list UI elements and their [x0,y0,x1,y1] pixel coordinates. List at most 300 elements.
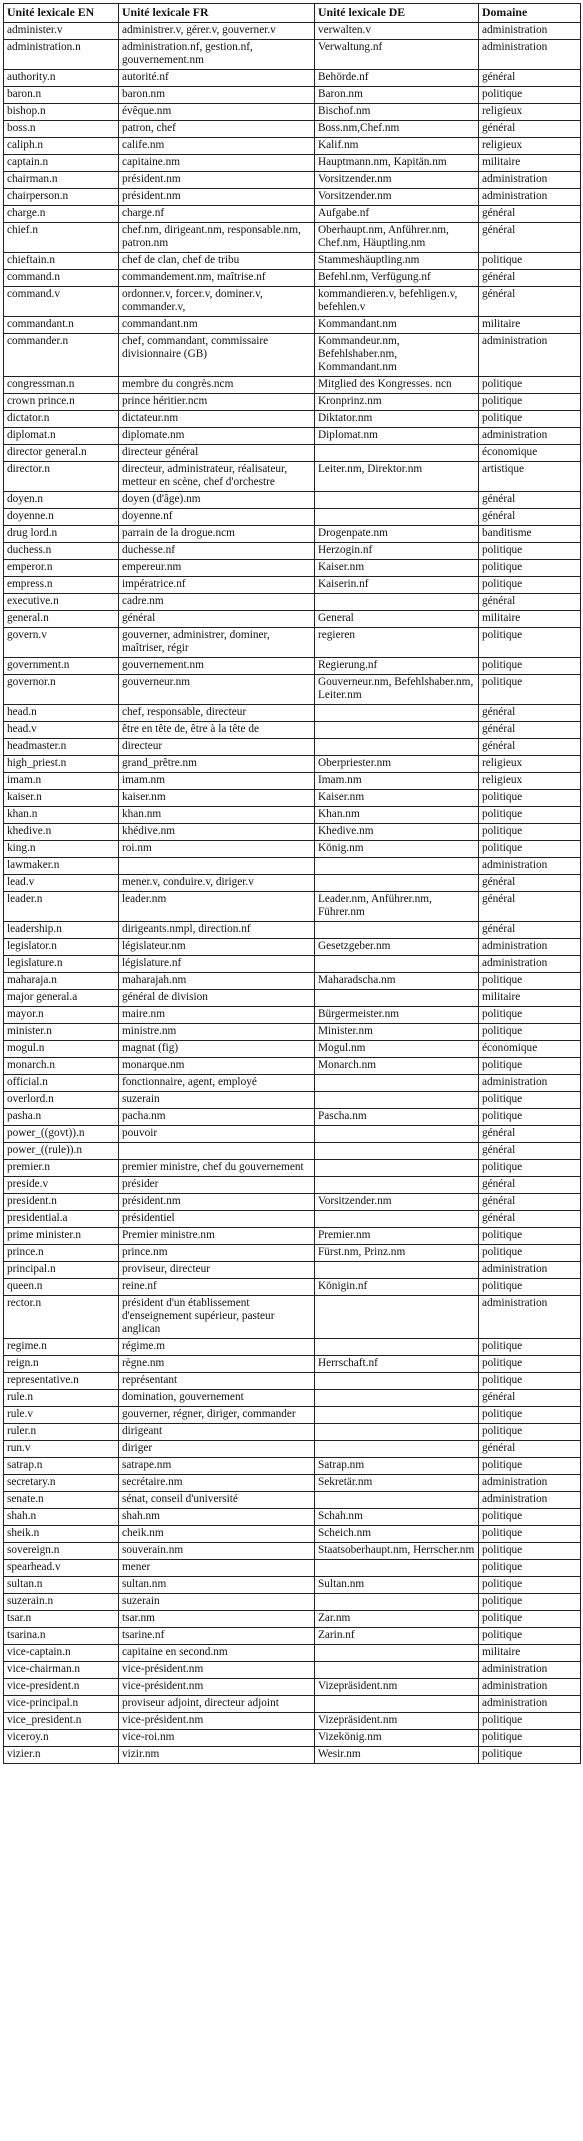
cell-en: ruler.n [4,1424,119,1441]
cell-en: chieftain.n [4,253,119,270]
cell-en: chief.n [4,223,119,253]
table-row [4,1390,581,1407]
cell-de [315,1211,479,1228]
cell-fr: ordonner.v, forcer.v, dominer.v, commander.v, [119,287,315,317]
table-row [4,807,581,824]
table-row [4,138,581,155]
table-row [4,1696,581,1713]
table-row [4,270,581,287]
table-row [4,1662,581,1679]
cell-en: leader.n [4,892,119,922]
table-row [4,155,581,172]
table-row [4,1228,581,1245]
cell-fr: parrain de la drogue.ncm [119,526,315,543]
cell-fr [119,858,315,875]
cell-de: Satrap.nm [315,1458,479,1475]
cell-fr: maharajah.nm [119,973,315,990]
table-row [4,1424,581,1441]
cell-en: duchess.n [4,543,119,560]
cell-en: spearhead.v [4,1560,119,1577]
table-row [4,790,581,807]
cell-en: commandant.n [4,317,119,334]
cell-domain: politique [479,1577,581,1594]
cell-en: maharaja.n [4,973,119,990]
cell-domain: politique [479,1245,581,1262]
cell-domain: administration [479,189,581,206]
cell-fr: président.nm [119,1194,315,1211]
table-row [4,1109,581,1126]
cell-de: Scheich.nm [315,1526,479,1543]
cell-fr: commandant.nm [119,317,315,334]
table-row [4,875,581,892]
table-row [4,428,581,445]
cell-en: legislator.n [4,939,119,956]
table-row [4,1509,581,1526]
cell-domain: général [479,509,581,526]
cell-en: tsar.n [4,1611,119,1628]
cell-fr: proviseur, directeur [119,1262,315,1279]
cell-fr: grand_prêtre.nm [119,756,315,773]
table-row [4,1211,581,1228]
cell-en: senate.n [4,1492,119,1509]
table-row [4,973,581,990]
table-row [4,1747,581,1764]
cell-fr: chef de clan, chef de tribu [119,253,315,270]
cell-de: Vorsitzender.nm [315,172,479,189]
cell-fr: charge.nf [119,206,315,223]
cell-fr: domination, gouvernement [119,1390,315,1407]
cell-fr: capitaine.nm [119,155,315,172]
cell-domain: religieux [479,138,581,155]
cell-fr: mener [119,1560,315,1577]
table-row [4,990,581,1007]
lexicon-table [3,3,581,1764]
cell-en: doyenne.n [4,509,119,526]
table-row [4,104,581,121]
cell-de [315,1407,479,1424]
table-row [4,492,581,509]
cell-fr: gouverner, administrer, dominer, maîtriser, régir [119,628,315,658]
cell-domain: politique [479,377,581,394]
cell-domain: politique [479,1628,581,1645]
cell-en: rule.v [4,1407,119,1424]
cell-en: vice-president.n [4,1679,119,1696]
cell-de: Verwaltung.nf [315,40,479,70]
cell-domain: général [479,1177,581,1194]
cell-de: Sultan.nm [315,1577,479,1594]
cell-fr: premier ministre, chef du gouvernement [119,1160,315,1177]
cell-domain: militaire [479,1645,581,1662]
cell-domain: administration [479,1662,581,1679]
cell-en: mogul.n [4,1041,119,1058]
table-row [4,705,581,722]
cell-en: preside.v [4,1177,119,1194]
cell-de: Kommandant.nm [315,317,479,334]
cell-en: suzerain.n [4,1594,119,1611]
header-en: Unité lexicale EN [4,4,119,23]
cell-domain: économique [479,445,581,462]
table-row [4,824,581,841]
table-row [4,40,581,70]
cell-fr: doyen (d'âge).nm [119,492,315,509]
table-row [4,1279,581,1296]
cell-fr: législature.nf [119,956,315,973]
cell-domain: politique [479,1024,581,1041]
cell-fr: diplomate.nm [119,428,315,445]
cell-fr: secrétaire.nm [119,1475,315,1492]
cell-fr: pouvoir [119,1126,315,1143]
cell-fr: doyenne.nf [119,509,315,526]
table-row [4,560,581,577]
cell-domain: politique [479,1560,581,1577]
cell-en: king.n [4,841,119,858]
cell-de: Oberpriester.nm [315,756,479,773]
cell-en: director.n [4,462,119,492]
cell-de: Mitglied des Kongresses. ncn [315,377,479,394]
cell-de: Drogenpate.nm [315,526,479,543]
table-row [4,23,581,40]
cell-fr: autorité.nf [119,70,315,87]
cell-fr: dictateur.nm [119,411,315,428]
cell-fr: directeur, administrateur, réalisateur, metteur en scène, chef d'orchestre [119,462,315,492]
header-row [4,4,581,23]
cell-fr: général [119,611,315,628]
cell-en: command.v [4,287,119,317]
cell-domain: politique [479,1092,581,1109]
cell-domain: général [479,1211,581,1228]
cell-domain: politique [479,543,581,560]
cell-en: dictator.n [4,411,119,428]
cell-en: rule.n [4,1390,119,1407]
cell-fr: fonctionnaire, agent, employé [119,1075,315,1092]
cell-fr: baron.nm [119,87,315,104]
table-row [4,1126,581,1143]
cell-fr: proviseur adjoint, directeur adjoint [119,1696,315,1713]
table-row [4,658,581,675]
cell-domain: politique [479,1356,581,1373]
cell-de [315,922,479,939]
cell-en: rector.n [4,1296,119,1339]
table-row [4,543,581,560]
cell-de: König.nm [315,841,479,858]
table-row [4,377,581,394]
cell-fr: président.nm [119,189,315,206]
cell-fr: dirigeant [119,1424,315,1441]
table-row [4,1262,581,1279]
cell-de [315,739,479,756]
table-row [4,628,581,658]
table-row [4,858,581,875]
cell-de [315,1696,479,1713]
cell-domain: général [479,121,581,138]
cell-de: Gesetzgeber.nm [315,939,479,956]
table-row [4,1373,581,1390]
table-row [4,722,581,739]
table-row [4,121,581,138]
cell-en: sultan.n [4,1577,119,1594]
cell-de: Zarin.nf [315,1628,479,1645]
cell-de [315,492,479,509]
cell-fr: commandement.nm, maîtrise.nf [119,270,315,287]
cell-domain: politique [479,560,581,577]
cell-domain: politique [479,1730,581,1747]
cell-de: Mogul.nm [315,1041,479,1058]
cell-de: Monarch.nm [315,1058,479,1075]
cell-de [315,1339,479,1356]
cell-en: sheik.n [4,1526,119,1543]
cell-de: Kaiser.nm [315,560,479,577]
cell-fr: kaiser.nm [119,790,315,807]
table-row [4,411,581,428]
cell-de: Boss.nm,Chef.nm [315,121,479,138]
cell-de: Pascha.nm [315,1109,479,1126]
cell-en: official.n [4,1075,119,1092]
table-row [4,1645,581,1662]
cell-domain: général [479,206,581,223]
cell-de: kommandieren.v, befehligen.v, befehlen.v [315,287,479,317]
cell-domain: politique [479,675,581,705]
cell-fr: duchesse.nf [119,543,315,560]
cell-fr: roi.nm [119,841,315,858]
cell-en: head.n [4,705,119,722]
cell-domain: administration [479,1262,581,1279]
table-row [4,1594,581,1611]
cell-fr: calife.nm [119,138,315,155]
cell-fr: présider [119,1177,315,1194]
cell-fr: vice-président.nm [119,1713,315,1730]
cell-en: director general.n [4,445,119,462]
cell-fr: évêque.nm [119,104,315,121]
cell-fr: législateur.nm [119,939,315,956]
table-row [4,1407,581,1424]
table-row [4,509,581,526]
table-row [4,394,581,411]
cell-fr: khan.nm [119,807,315,824]
cell-de: Vizepräsident.nm [315,1679,479,1696]
cell-de: Schah.nm [315,1509,479,1526]
cell-domain: politique [479,1543,581,1560]
cell-de: Zar.nm [315,1611,479,1628]
cell-domain: général [479,1143,581,1160]
cell-en: run.v [4,1441,119,1458]
table-row [4,70,581,87]
cell-de: Vorsitzender.nm [315,1194,479,1211]
cell-en: doyen.n [4,492,119,509]
table-row [4,172,581,189]
cell-fr: ministre.nm [119,1024,315,1041]
cell-de: Khan.nm [315,807,479,824]
cell-domain: général [479,287,581,317]
cell-fr: gouverneur.nm [119,675,315,705]
cell-domain: administration [479,956,581,973]
cell-domain: religieux [479,773,581,790]
cell-domain: politique [479,1160,581,1177]
cell-domain: politique [479,1594,581,1611]
cell-fr: membre du congrès.ncm [119,377,315,394]
cell-de: Staatsoberhaupt.nm, Herrscher.nm [315,1543,479,1560]
cell-en: head.v [4,722,119,739]
table-row [4,1058,581,1075]
cell-de: Khedive.nm [315,824,479,841]
cell-domain: général [479,1390,581,1407]
cell-domain: politique [479,87,581,104]
cell-de: General [315,611,479,628]
table-row [4,1160,581,1177]
table-row [4,577,581,594]
cell-de [315,1594,479,1611]
header-domain: Domaine [479,4,581,23]
cell-domain: politique [479,841,581,858]
cell-fr: sénat, conseil d'université [119,1492,315,1509]
cell-de [315,705,479,722]
cell-de: Befehl.nm, Verfügung.nf [315,270,479,287]
cell-domain: général [479,1194,581,1211]
cell-fr: représentant [119,1373,315,1390]
cell-de: verwalten.v [315,23,479,40]
cell-fr: vizir.nm [119,1747,315,1764]
table-row [4,1339,581,1356]
cell-de: Vorsitzender.nm [315,189,479,206]
cell-en: executive.n [4,594,119,611]
cell-de: Stammeshäuptling.nm [315,253,479,270]
cell-domain: général [479,1441,581,1458]
cell-fr: shah.nm [119,1509,315,1526]
cell-en: authority.n [4,70,119,87]
cell-de: Hauptmann.nm, Kapitän.nm [315,155,479,172]
table-row [4,1458,581,1475]
cell-en: administer.v [4,23,119,40]
cell-de [315,1143,479,1160]
cell-domain: politique [479,1509,581,1526]
cell-domain: général [479,892,581,922]
cell-fr: Premier ministre.nm [119,1228,315,1245]
table-row [4,1441,581,1458]
table-row [4,317,581,334]
table-row [4,1177,581,1194]
table-header [4,4,581,23]
cell-fr: président.nm [119,172,315,189]
cell-de: Kalif.nm [315,138,479,155]
cell-fr: vice-président.nm [119,1679,315,1696]
cell-fr: directeur général [119,445,315,462]
cell-domain: politique [479,973,581,990]
cell-fr: satrape.nm [119,1458,315,1475]
cell-domain: religieux [479,104,581,121]
cell-domain: général [479,739,581,756]
cell-domain: politique [479,1611,581,1628]
table-row [4,1092,581,1109]
header-fr: Unité lexicale FR [119,4,315,23]
cell-fr: maire.nm [119,1007,315,1024]
cell-domain: politique [479,1058,581,1075]
cell-fr: diriger [119,1441,315,1458]
cell-de: Leiter.nm, Direktor.nm [315,462,479,492]
cell-de: Premier.nm [315,1228,479,1245]
cell-de: Leader.nm, Anführer.nm, Führer.nm [315,892,479,922]
cell-fr: capitaine en second.nm [119,1645,315,1662]
cell-domain: politique [479,628,581,658]
table-row [4,189,581,206]
cell-en: sovereign.n [4,1543,119,1560]
table-row [4,939,581,956]
cell-en: leadership.n [4,922,119,939]
cell-en: president.n [4,1194,119,1211]
table-row [4,956,581,973]
cell-de [315,722,479,739]
cell-de: Baron.nm [315,87,479,104]
cell-domain: général [479,722,581,739]
cell-de [315,1262,479,1279]
cell-en: government.n [4,658,119,675]
cell-de: Kommandeur.nm, Befehlshaber.nm, Kommandant.nm [315,334,479,377]
table-row [4,1492,581,1509]
table-row [4,1356,581,1373]
table-row [4,1041,581,1058]
table-row [4,1628,581,1645]
table-row [4,892,581,922]
cell-en: chairman.n [4,172,119,189]
table-row [4,594,581,611]
cell-domain: général [479,705,581,722]
cell-en: shah.n [4,1509,119,1526]
cell-domain: général [479,492,581,509]
table-row [4,445,581,462]
table-row [4,1713,581,1730]
table-row [4,1143,581,1160]
cell-de [315,1160,479,1177]
cell-domain: politique [479,1228,581,1245]
cell-en: minister.n [4,1024,119,1041]
cell-en: queen.n [4,1279,119,1296]
cell-fr: patron, chef [119,121,315,138]
cell-de [315,875,479,892]
cell-de [315,990,479,1007]
cell-domain: militaire [479,155,581,172]
cell-en: principal.n [4,1262,119,1279]
cell-domain: général [479,223,581,253]
cell-domain: administration [479,1679,581,1696]
cell-domain: politique [479,790,581,807]
cell-de: Bürgermeister.nm [315,1007,479,1024]
cell-de: Kronprinz.nm [315,394,479,411]
cell-fr: présidentiel [119,1211,315,1228]
cell-en: legislature.n [4,956,119,973]
cell-domain: économique [479,1041,581,1058]
cell-en: commander.n [4,334,119,377]
cell-en: caliph.n [4,138,119,155]
cell-en: vice-principal.n [4,1696,119,1713]
cell-domain: politique [479,1407,581,1424]
cell-en: power_((govt)).n [4,1126,119,1143]
cell-de: Minister.nm [315,1024,479,1041]
cell-fr: suzerain [119,1092,315,1109]
cell-domain: politique [479,1007,581,1024]
cell-de [315,1441,479,1458]
cell-fr: empereur.nm [119,560,315,577]
cell-en: diplomat.n [4,428,119,445]
cell-de: Herrschaft.nf [315,1356,479,1373]
cell-domain: banditisme [479,526,581,543]
cell-de [315,1373,479,1390]
cell-en: khedive.n [4,824,119,841]
cell-de [315,956,479,973]
cell-domain: administration [479,1296,581,1339]
cell-fr: mener.v, conduire.v, diriger.v [119,875,315,892]
cell-de: Diplomat.nm [315,428,479,445]
cell-en: pasha.n [4,1109,119,1126]
cell-en: reign.n [4,1356,119,1373]
cell-fr: règne.nm [119,1356,315,1373]
